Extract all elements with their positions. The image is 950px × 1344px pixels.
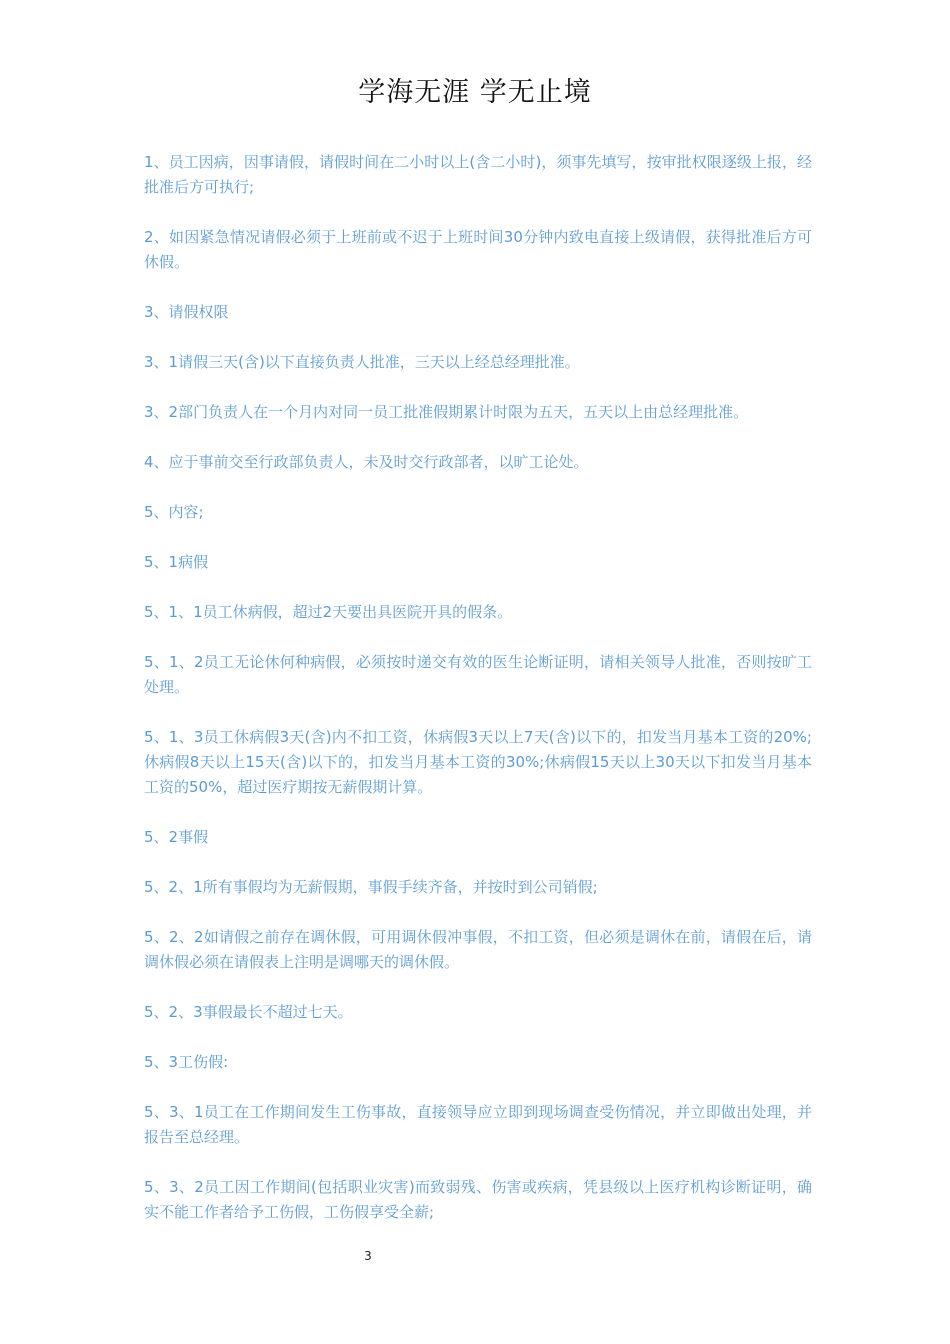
paragraph: 3、请假权限: [144, 303, 229, 321]
paragraph: 4、应于事前交至行政部负责人，未及时交行政部者，以旷工论处。: [144, 453, 589, 471]
paragraph: 5、3、2员工因工作期间(包括职业灾害)而致弱残、伤害或疾病，凭县级以上医疗机构诊断证明，确实不能工作者给予工伤假，工伤假享受全薪;: [144, 1178, 812, 1221]
paragraph: 3、2部门负责人在一个月内对同一员工批准假期累计时限为五天，五天以上由总经理批准。: [144, 403, 749, 421]
page-header-title: 学海无涯 学无止境: [358, 77, 592, 108]
paragraph: 5、1病假: [144, 553, 209, 571]
paragraph: 5、2、1所有事假均为无薪假期，事假手续齐备，并按时到公司销假;: [144, 878, 598, 896]
paragraph: 5、1、1员工休病假，超过2天要出具医院开具的假条。: [144, 603, 513, 621]
paragraph: 5、2事假: [144, 828, 209, 846]
paragraph: 2、如因紧急情况请假必须于上班前或不迟于上班时间30分钟内致电直接上级请假，获得批准后方可休假。: [144, 228, 812, 271]
paragraph: 5、1、3员工休病假3天(含)内不扣工资，休病假3天以上7天(含)以下的，扣发当月基本工资的20%;休病假8天以上15天(含)以下的，扣发当月基本工资的30%;休病假15天以上30天以下扣发当月基本工资的50%，超过医疗期按无薪假期计算。: [144, 728, 812, 796]
paragraph: 5、2、2如请假之前存在调休假，可用调休假冲事假，不扣工资，但必须是调休在前，请假在后，请调休假必须在请假表上注明是调哪天的调休假。: [144, 928, 812, 971]
paragraph: 5、1、2员工无论休何种病假，必须按时递交有效的医生论断证明，请相关领导人批准，否则按旷工处理。: [144, 653, 812, 696]
paragraph: 3、1请假三天(含)以下直接负责人批准，三天以上经总经理批准。: [144, 353, 580, 371]
paragraph: 5、2、3事假最长不超过七天。: [144, 1003, 353, 1021]
paragraph: 1、员工因病，因事请假，请假时间在二小时以上(含二小时)，须事先填写，按审批权限逐级上报，经批准后方可执行;: [144, 153, 812, 196]
paragraph: 5、内容;: [144, 503, 204, 521]
paragraph: 5、3、1员工在工作期间发生工伤事故，直接领导应立即到现场调查受伤情况，并立即做出处理，并报告至总经理。: [144, 1103, 812, 1146]
paragraph: 5、3工伤假:: [144, 1053, 229, 1071]
page-number: 3: [364, 1249, 372, 1263]
document-body: [144, 150, 812, 1250]
